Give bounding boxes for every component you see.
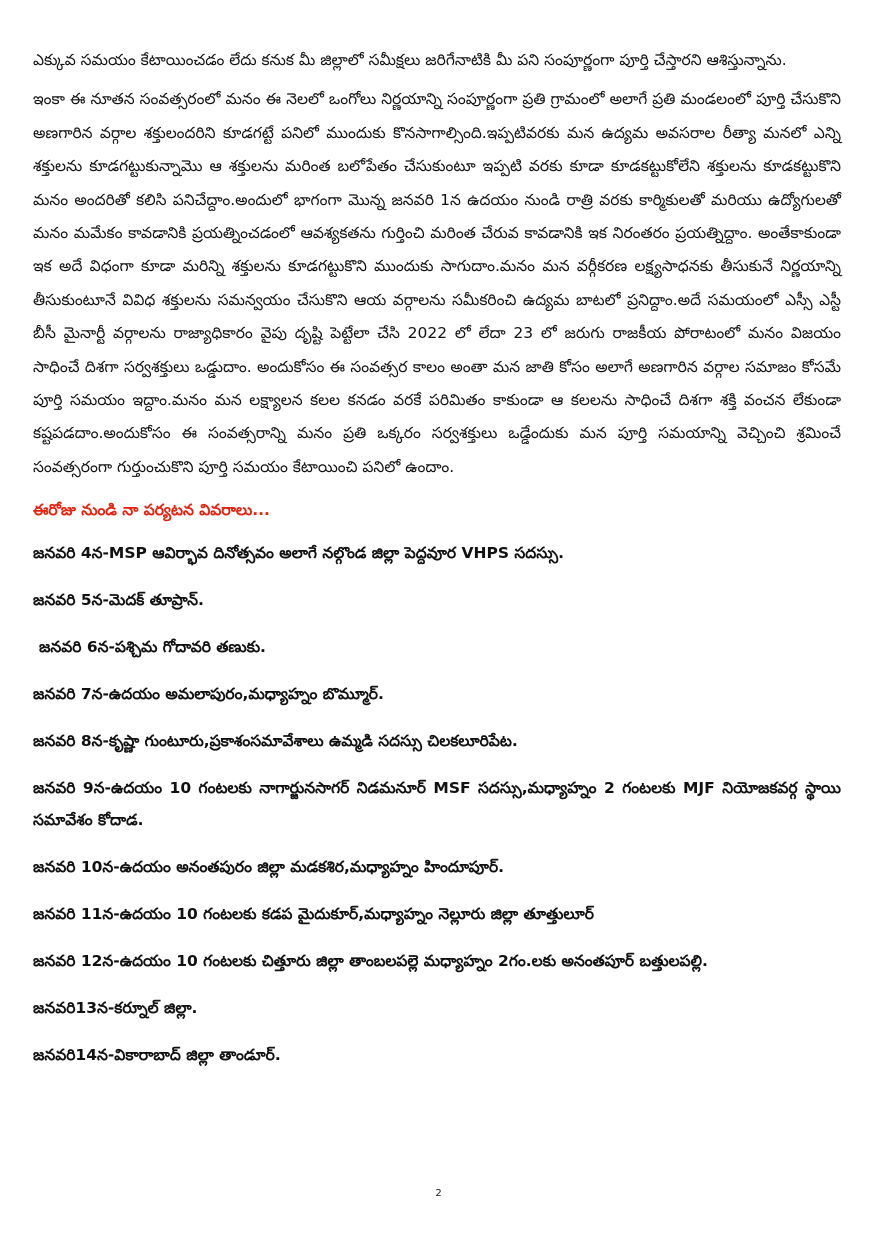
- document-page: [33, 44, 841, 1086]
- tour-item-jan-9: జనవరి 9న-ఉదయం 10 గంటలకు నాగార్జునసాగర్ నిడమనూర్ MSF సదస్సు,మధ్యాహ్నం 2 గంటలకు MJF నియోజకవర్గ స్థాయి సమావేశం కోదాడ.: [33, 779, 841, 830]
- tour-item-jan-8: జనవరి 8న-కృష్ణా గుంటూరు,ప్రకాశంసమావేశాలు ఉమ్మడి సదస్సు చిలకలూరిపేట.: [33, 732, 518, 751]
- tour-schedule-list: [33, 537, 841, 1071]
- paragraph-new-year-plan: ఇంకా ఈ నూతన సంవత్సరంలో మనం ఈ నెలలో ఒంగోలు నిర్ణయాన్ని సంపూర్ణంగా ప్రతి గ్రామంలో అలాగే ప్రతి మండలంలో పూర్తి చేసుకొని అణగారిన వర్గాల శక్తులందరిని కూడగట్టే పనిలో ముందుకు కొనసాగాల్సింది.ఇప్పటివరకు మన ఉద్యమ అవసరాల రీత్యా మనలో ఎన్ని శక్తులను కూడగట్టుకున్నామొ ఆ శక్తులను మరింత బలోపేతం చేసుకుంటూ ఇప్పటి వరకు కూడా కూడకట్టుకోలేని శక్తులను కూడకట్టుకొని మనం అందరితో కలిసి పనిచేద్దాం.అందులో భాగంగా మొన్న జనవరి 1న ఉదయం నుండి రాత్రి వరకు కార్మికులతో మరియు ఉద్యోగులతో మనం మమేకం కావడానికి ప్రయత్నించడంలో ఆవశ్యకతను గుర్తించి మరింత చేరువ కావడానికి ఇక నిరంతరం ప్రయత్నిద్దాం. అంతేకాకుండా ఇక అదే విధంగా కూడా మరిన్ని శక్తులను కూడగట్టుకొని ముందుకు సాగుదాం.మనం మన వర్గీకరణ లక్ష్యసాధనకు తీసుకునే నిర్ణయాన్ని తీసుకుంటూనే వివిధ శక్తులను సమన్వయం చేసుకొని ఆయ వర్గాలను సమీకరించి ఉద్యమ బాటలో ప్రనిద్దాం.అదే సమయంలో ఎస్సీ ఎస్టీ బీసీ మైనార్టీ వర్గాలను రాజ్యాధికారం వైపు దృష్టి పెట్టేలా చేసి 2022 లో లేదా 23 లో జరుగు రాజకీయ పోరాటంలో మనం విజయం సాధించే దిశగా సర్వశక్తులు ఒడ్డుదాం. అందుకోసం ఈ సంవత్సర కాలం అంతా మన జాతి కోసం అలాగే అణగారిన వర్గాల సమాజం కోసమే పూర్తి సమయం ఇద్దాం.మనం మన లక్ష్యాలన కలల కనడం వరకే పరిమితం కాకుండా ఆ కలలను సాధించే దిశగా శక్తి వంచన లేకుండా కష్టపడదాం.అందుకోసం ఈ సంవత్సరాన్ని మనం ప్రతి ఒక్కరం సర్వశక్తులు ఒడ్డేందుకు మన పూర్తి సమయాన్ని వెచ్చించి శ్రమించే సంవత్సరంగా గుర్తుంచుకొని పూర్తి సమయం కేటాయించి పనిలో ఉందాం.: [33, 90, 841, 476]
- page-number: 2: [435, 1188, 442, 1199]
- paragraph-intro: ఎక్కువ సమయం కేటాయించడం లేదు కనుక మీ జిల్లాలో సమీక్షలు జరిగేనాటికి మీ పని సంపూర్ణంగా పూర్తి చేస్తారని ఆశిస్తున్నాను.: [33, 51, 787, 69]
- tour-item-jan-14: జనవరి14న-వికారాబాద్ జిల్లా తాండూర్.: [33, 1046, 281, 1065]
- tour-item-jan-10: జనవరి 10న-ఉదయం అనంతపురం జిల్లా మడకశిర,మధ్యాహ్నం హిందూపూర్.: [33, 858, 505, 877]
- tour-item-jan-4: జనవరి 4న-MSP ఆవిర్భావ దినోత్సవం అలాగే నల్గొండ జిల్లా పెద్దవూర VHPS సదస్సు.: [33, 544, 564, 563]
- tour-item-jan-7: జనవరి 7న-ఉదయం అమలాపురం,మధ్యాహ్నం బొమ్మూర్.: [33, 685, 384, 704]
- tour-item-jan-13: జనవరి13న-కర్నూల్ జిల్లా.: [33, 999, 198, 1018]
- tour-item-jan-5: జనవరి 5న-మెదక్ తూప్రాన్.: [33, 591, 204, 610]
- tour-heading: ఈరోజు నుండి నా పర్యటన వివరాలు...: [33, 501, 270, 520]
- tour-item-jan-11: జనవరి 11న-ఉదయం 10 గంటలకు కడప మైదుకూర్,మధ్యాహ్నం నెల్లూరు జిల్లా తూత్తులూర్: [33, 905, 594, 924]
- tour-item-jan-12: జనవరి 12న-ఉదయం 10 గంటలకు చిత్తూరు జిల్లా తాంబలపల్లె మధ్యాహ్నం 2గం.లకు అనంతపూర్ బత్తులపల్లి.: [33, 952, 708, 971]
- tour-item-jan-6: జనవరి 6న-పశ్చిమ గోదావరి తణుకు.: [39, 638, 266, 657]
